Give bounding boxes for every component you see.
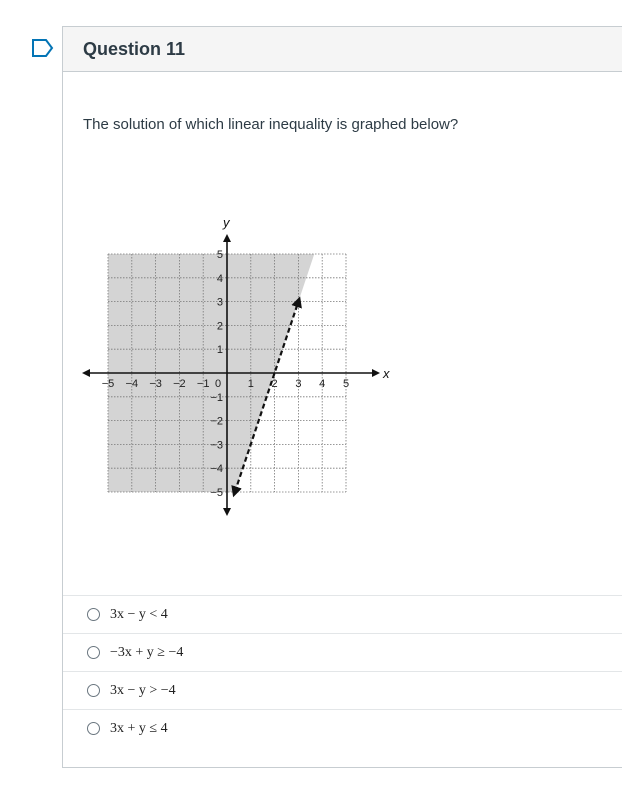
x-tick-label: 4: [319, 378, 326, 390]
y-tick-label: 5: [216, 249, 223, 261]
answer-option-2[interactable]: [63, 633, 622, 671]
y-tick-label: 2: [216, 320, 223, 333]
y-tick-label: −4: [210, 463, 223, 476]
y-tick-label: 4: [216, 272, 223, 285]
x-tick-label: 3: [295, 378, 302, 390]
x-tick-label: 1: [247, 378, 254, 390]
y-tick-label: −5: [210, 487, 223, 499]
answer-option-1[interactable]: [63, 595, 622, 633]
question-prompt: The solution of which linear inequality is graphed below?: [83, 116, 459, 133]
answer-label: −3x + y ≥ −4: [110, 644, 184, 660]
answer-label: 3x − y > −4: [110, 682, 176, 698]
x-tick-label: −2: [173, 378, 186, 390]
y-tick-label: −3: [210, 439, 223, 452]
x-tick-label: −1: [196, 378, 210, 390]
radio-button[interactable]: [87, 722, 100, 735]
y-tick-label: −1: [210, 391, 223, 404]
x-tick-label: −5: [101, 378, 115, 390]
x-tick-label: −3: [149, 378, 162, 390]
question-header: [63, 27, 622, 72]
answer-label: 3x − y < 4: [110, 606, 168, 622]
x-tick-label: −4: [125, 378, 139, 390]
radio-button[interactable]: [87, 684, 100, 697]
x-tick-label: 0: [214, 378, 222, 390]
radio-button[interactable]: [87, 646, 100, 659]
answer-label: 3x + y ≤ 4: [110, 720, 168, 736]
answer-option-4[interactable]: [63, 709, 622, 747]
question-card: [62, 26, 622, 768]
y-tick-label: −2: [210, 415, 223, 428]
x-axis-label: x: [383, 366, 390, 381]
answer-option-3[interactable]: [63, 671, 622, 709]
flag-icon[interactable]: [32, 39, 54, 57]
y-axis-label: y: [223, 215, 230, 230]
inequality-graph: [82, 187, 390, 499]
x-tick-label: 2: [271, 378, 278, 390]
question-title: Question 11: [83, 38, 186, 59]
radio-button[interactable]: [87, 608, 100, 621]
x-tick-label: 5: [342, 378, 350, 390]
y-tick-label: 1: [216, 344, 223, 357]
answer-list: [63, 595, 622, 747]
graph-svg: [82, 187, 390, 499]
y-tick-label: 3: [216, 296, 223, 309]
